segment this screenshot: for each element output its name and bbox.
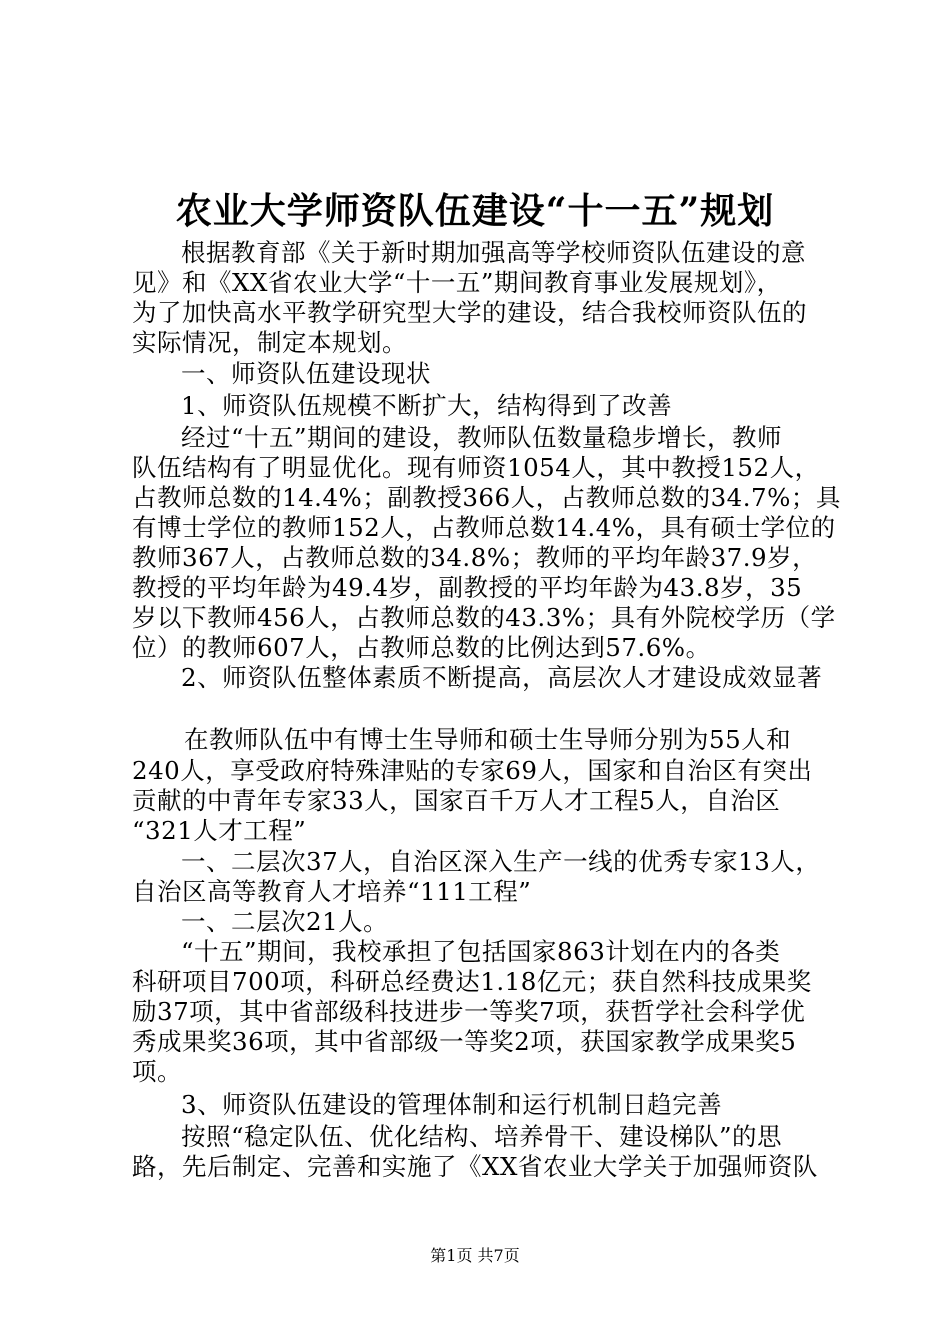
- section-heading: 一、师资队伍建设现状: [181, 359, 431, 388]
- text-line: 实际情况，制定本规划。: [132, 328, 407, 357]
- text-line: 贡献的中青年专家33人，国家百千万人才工程5人，自治区: [132, 786, 781, 815]
- text-line: 岁以下教师456人，占教师总数的43.3%；具有外院校学历（学: [132, 603, 836, 632]
- text-line: 在教师队伍中有博士生导师和硕士生导师分别为55人和: [184, 725, 792, 754]
- text-line: 见》和《XX省农业大学“十一五”期间教育事业发展规划》，: [132, 268, 782, 297]
- document-title: 农业大学师资队伍建设“十一五”规划: [175, 190, 775, 232]
- text-line: 路，先后制定、完善和实施了《XX省农业大学关于加强师资队: [132, 1152, 818, 1181]
- text-line: 经过“十五”期间的建设，教师队伍数量稳步增长，教师: [181, 423, 783, 452]
- text-line: 教师367人，占教师总数的34.8%；教师的平均年龄37.9岁，: [132, 543, 818, 572]
- text-line: 为了加快高水平教学研究型大学的建设，结合我校师资队伍的: [132, 298, 807, 327]
- text-line: 一、二层次37人，自治区深入生产一线的优秀专家13人，: [181, 847, 821, 876]
- page-footer: 第1页 共7页: [430, 1246, 520, 1265]
- subsection-heading: 2、师资队伍整体素质不断提高，高层次人才建设成效显著: [181, 663, 823, 692]
- text-line: 占教师总数的14.4%；副教授366人，占教师总数的34.7%；具: [132, 483, 841, 512]
- text-line: 项。: [132, 1057, 182, 1086]
- text-line: 有博士学位的教师152人，占教师总数14.4%，具有硕士学位的: [132, 513, 836, 542]
- subsection-heading: 1、师资队伍规模不断扩大，结构得到了改善: [181, 391, 673, 420]
- text-line: 科研项目700项，科研总经费达1.18亿元；获自然科技成果奖: [132, 967, 812, 996]
- text-line: 按照“稳定队伍、优化结构、培养骨干、建设梯队”的思: [181, 1122, 783, 1151]
- text-line: 一、二层次21人。: [181, 907, 389, 936]
- text-line: 240人，享受政府特殊津贴的专家69人，国家和自治区有突出: [132, 756, 813, 785]
- text-line: 自治区高等教育人才培养“111工程”: [132, 877, 532, 906]
- subsection-heading: 3、师资队伍建设的管理体制和运行机制日趋完善: [181, 1090, 723, 1119]
- text-line: 根据教育部《关于新时期加强高等学校师资队伍建设的意: [181, 238, 806, 267]
- text-line: “321人才工程”: [132, 816, 307, 845]
- text-line: “十五”期间，我校承担了包括国家863计划在内的各类: [181, 937, 781, 966]
- text-line: 励37项，其中省部级科技进步一等奖7项，获哲学社会科学优: [132, 997, 806, 1026]
- text-line: 秀成果奖36项，其中省部级一等奖2项，获国家教学成果奖5: [132, 1027, 797, 1056]
- text-line: 位）的教师607人，占教师总数的比例达到57.6%。: [132, 633, 711, 662]
- text-line: 教授的平均年龄为49.4岁，副教授的平均年龄为43.8岁，35: [132, 573, 803, 602]
- text-line: 队伍结构有了明显优化。现有师资1054人，其中教授152人，: [132, 453, 820, 482]
